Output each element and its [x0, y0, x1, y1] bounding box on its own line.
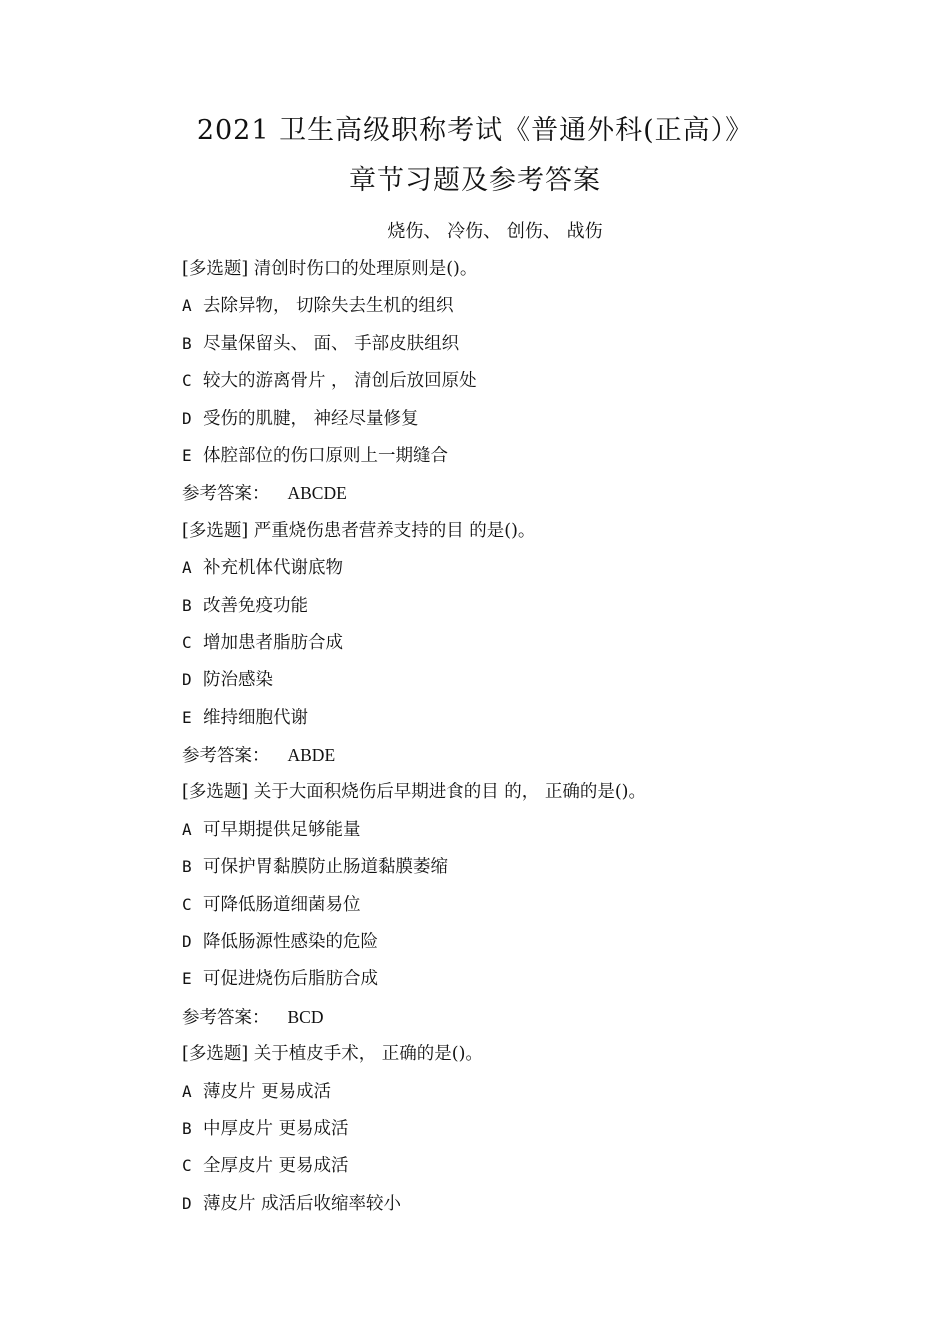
option-letter: D [182, 670, 192, 690]
option-a [182, 817, 922, 854]
question-stem: [多选题] 严重烧伤患者营养支持的目 的是()。 [182, 520, 536, 541]
option-c [182, 892, 922, 929]
option-text: 薄皮片 更易成活 [203, 1081, 332, 1102]
answer-value: ABCDE [287, 483, 347, 504]
option-d [182, 406, 922, 443]
question-stem: [多选题] 关于植皮手术， 正确的是()。 [182, 1044, 483, 1065]
option-text: 去除异物， 切除失去生机的组织 [203, 296, 454, 317]
option-text: 尽量保留头、 面、 手部皮肤组织 [203, 333, 460, 354]
option-b [182, 854, 922, 891]
option-text: 较大的游离骨片 ， 清创后放回原处 [203, 371, 477, 392]
option-b [182, 1116, 922, 1153]
option-text: 降低肠源性感染的危险 [203, 932, 378, 953]
option-letter: E [182, 969, 192, 989]
option-letter: C [182, 1156, 192, 1176]
option-text: 维持细胞代谢 [203, 707, 308, 728]
option-text: 全厚皮片 更易成活 [203, 1156, 349, 1177]
option-letter: E [182, 445, 192, 465]
option-text: 可降低肠道细菌易位 [203, 894, 361, 915]
answer-label: 参考答案： [182, 1007, 270, 1028]
question-stem: [多选题] 关于大面积烧伤后早期进食的目 的， 正确的是()。 [182, 782, 646, 803]
option-text: 体腔部位的伤口原则上一期缝合 [203, 445, 448, 466]
option-d [182, 667, 922, 704]
option-text: 防治感染 [203, 670, 273, 691]
reference-answer [182, 1004, 922, 1041]
option-letter: C [182, 371, 192, 391]
option-c [182, 368, 922, 405]
option-e [182, 966, 922, 1003]
option-text: 可保护胃黏膜防止肠道黏膜萎缩 [203, 857, 448, 878]
option-e [182, 443, 922, 480]
option-letter: C [182, 894, 192, 914]
question-stem: [多选题] 清创时伤口的处理原则是()。 [182, 259, 478, 279]
option-text: 可早期提供足够能量 [203, 819, 361, 840]
option-e [182, 705, 922, 742]
option-letter: B [182, 1118, 192, 1138]
option-text: 中厚皮片 更易成活 [203, 1118, 349, 1139]
option-text: 可促进烧伤后脂肪合成 [203, 969, 378, 990]
option-letter: E [182, 707, 192, 727]
option-a [182, 555, 922, 592]
answer-label: 参考答案： [182, 484, 270, 505]
answer-value: BCD [287, 1006, 324, 1027]
option-b [182, 593, 922, 630]
option-d [182, 929, 922, 966]
option-letter: A [182, 1081, 192, 1101]
section-heading: 烧伤、 冷伤、 创伤、 战伤 [387, 221, 603, 242]
option-letter: A [182, 296, 192, 316]
option-letter: D [182, 932, 192, 952]
answer-value: ABDE [287, 745, 336, 766]
option-a [182, 1079, 922, 1116]
option-text: 改善免疫功能 [203, 595, 308, 616]
answer-label: 参考答案： [182, 746, 270, 767]
document-title-line-1: 2021 卫生高级职称考试《普通外科(正高）》 [196, 115, 754, 146]
reference-answer [182, 480, 922, 517]
option-d [182, 1191, 922, 1228]
option-letter: B [182, 857, 192, 877]
question-list [182, 256, 922, 1228]
option-c [182, 1153, 922, 1190]
reference-answer [182, 742, 922, 779]
option-a [182, 293, 922, 330]
option-b [182, 331, 922, 368]
option-letter: D [182, 1193, 192, 1213]
option-c [182, 630, 922, 667]
option-text: 受伤的肌腱， 神经尽量修复 [203, 408, 419, 429]
option-letter: A [182, 558, 192, 578]
option-letter: C [182, 632, 192, 652]
document-title-line-2: 章节习题及参考答案 [349, 165, 601, 196]
option-text: 补充机体代谢底物 [203, 558, 343, 579]
option-letter: B [182, 595, 192, 615]
option-text: 薄皮片 成活后收缩率较小 [203, 1193, 402, 1214]
option-letter: B [182, 333, 192, 353]
option-letter: D [182, 408, 192, 428]
option-text: 增加患者脂肪合成 [203, 632, 343, 653]
option-letter: A [182, 819, 192, 839]
